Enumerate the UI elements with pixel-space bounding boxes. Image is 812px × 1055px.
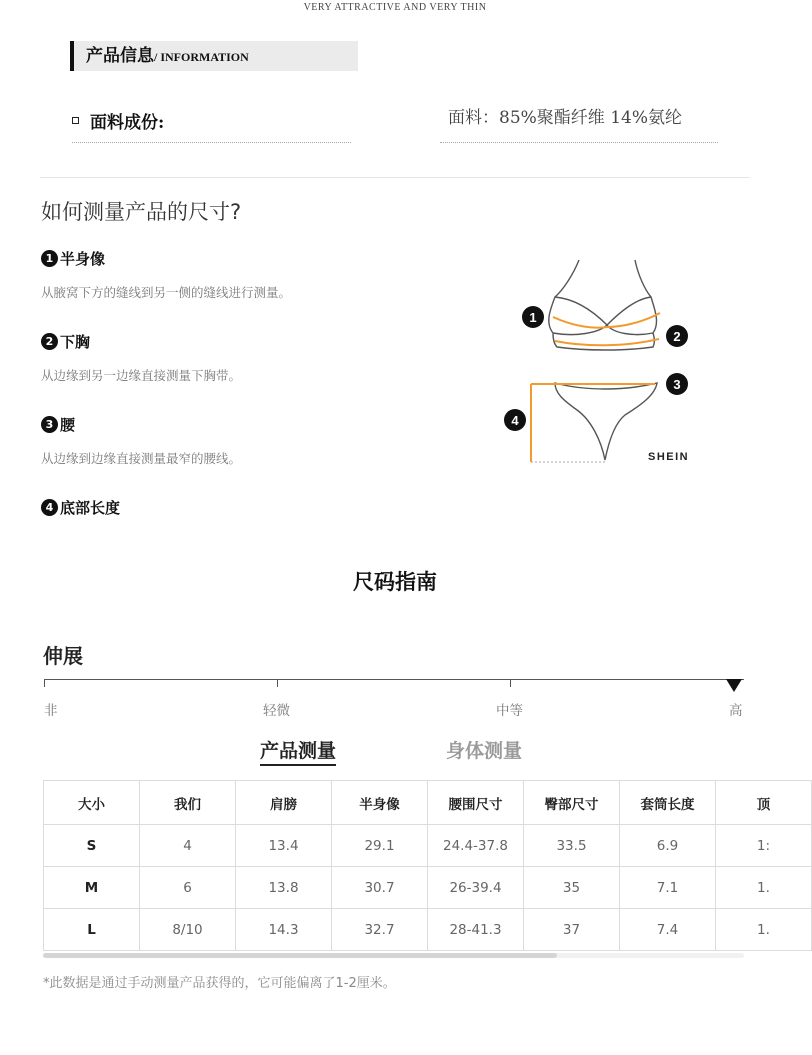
table-cell: 1. xyxy=(716,909,812,951)
strap-left xyxy=(555,260,579,297)
cup-left xyxy=(549,297,607,335)
underband xyxy=(553,333,655,350)
tagline: VERY ATTRACTIVE AND VERY THIN xyxy=(303,2,487,13)
table-cell: 6 xyxy=(140,867,236,909)
size-table-container[interactable] xyxy=(43,780,771,952)
stretch-level-none: 非 xyxy=(44,703,58,719)
fabric-value: 面料：85%聚酯纤维 14%氨纶 xyxy=(448,108,682,128)
scale-tick xyxy=(277,679,278,687)
table-cell: 6.9 xyxy=(620,825,716,867)
footnote: *此数据是通过手动测量产品获得的，它可能偏离了1-2厘米。 xyxy=(43,976,396,991)
table-cell: 1: xyxy=(716,825,812,867)
table-cell: 7.4 xyxy=(620,909,716,951)
table-cell: 13.4 xyxy=(236,825,332,867)
stretch-level-high: 高 xyxy=(729,703,743,719)
table-cell: M xyxy=(44,867,140,909)
measure-item-title xyxy=(41,414,75,435)
table-cell: 33.5 xyxy=(524,825,620,867)
table-cell: 13.8 xyxy=(236,867,332,909)
measure-item-label: 底部长度 xyxy=(60,499,121,517)
number-badge: 4 xyxy=(41,499,58,516)
underbust-line xyxy=(555,339,659,345)
stretch-scale xyxy=(44,679,744,680)
section-divider xyxy=(40,177,750,178)
measure-item-label: 腰 xyxy=(60,416,76,434)
table-cell: 1. xyxy=(716,867,812,909)
svg-text:4: 4 xyxy=(511,413,519,428)
measure-item-desc: 从腋窝下方的缝线到另一侧的缝线进行测量。 xyxy=(41,285,292,300)
column-header: 肩膀 xyxy=(236,781,332,825)
table-cell: 29.1 xyxy=(332,825,428,867)
scale-tick xyxy=(510,679,511,687)
measure-heading: 如何测量产品的尺寸? xyxy=(41,200,242,224)
table-header-row xyxy=(44,781,812,825)
column-header: 大小 xyxy=(44,781,140,825)
fabric-label: 面料成份: xyxy=(90,113,165,133)
stretch-title: 伸展 xyxy=(43,644,83,668)
table-cell: 7.1 xyxy=(620,867,716,909)
stretch-level-slight: 轻微 xyxy=(263,703,290,719)
stretch-marker-icon xyxy=(726,679,742,692)
info-title-en: / INFORMATION xyxy=(154,50,249,64)
number-badge: 3 xyxy=(41,416,58,433)
table-cell: 30.7 xyxy=(332,867,428,909)
stretch-level-medium: 中等 xyxy=(496,703,523,719)
divider xyxy=(72,142,351,143)
column-header: 我们 xyxy=(140,781,236,825)
table-cell: 37 xyxy=(524,909,620,951)
svg-text:2: 2 xyxy=(673,329,681,344)
strap-right xyxy=(635,260,651,297)
table-cell: S xyxy=(44,825,140,867)
square-bullet-icon xyxy=(72,117,79,124)
column-header: 臀部尺寸 xyxy=(524,781,620,825)
divider xyxy=(440,142,718,143)
table-cell: 8/10 xyxy=(140,909,236,951)
number-badge: 2 xyxy=(41,333,58,350)
size-guide-title: 尺码指南 xyxy=(353,570,437,594)
number-badge: 1 xyxy=(41,250,58,267)
size-table xyxy=(43,780,812,951)
svg-text:3: 3 xyxy=(673,377,681,392)
cup-right xyxy=(607,297,657,335)
tab-body-measurement[interactable]: 身体测量 xyxy=(446,740,523,762)
table-cell: 4 xyxy=(140,825,236,867)
measure-item-desc: 从边缘到边缘直接测量最窄的腰线。 xyxy=(41,451,242,466)
horizontal-scrollbar-thumb[interactable] xyxy=(43,953,557,958)
table-row xyxy=(44,867,812,909)
table-cell: L xyxy=(44,909,140,951)
table-row xyxy=(44,825,812,867)
column-header: 套筒长度 xyxy=(620,781,716,825)
measure-item-label: 下胸 xyxy=(60,333,91,351)
measure-item-title xyxy=(41,497,120,518)
table-cell: 24.4-37.8 xyxy=(428,825,524,867)
table-cell: 35 xyxy=(524,867,620,909)
table-cell: 28-41.3 xyxy=(428,909,524,951)
measure-item-title xyxy=(41,248,105,269)
table-cell: 14.3 xyxy=(236,909,332,951)
table-cell: 26-39.4 xyxy=(428,867,524,909)
scale-tick xyxy=(44,679,45,687)
table-row xyxy=(44,909,812,951)
bottom-outline xyxy=(555,383,657,460)
measure-item-desc: 从边缘到另一边缘直接测量下胸带。 xyxy=(41,368,242,383)
tab-product-measurement[interactable]: 产品测量 xyxy=(260,736,336,766)
svg-text:1: 1 xyxy=(529,310,537,325)
info-section-header xyxy=(70,41,358,71)
table-cell: 32.7 xyxy=(332,909,428,951)
bikini-measurement-diagram xyxy=(495,255,710,470)
measure-item-title xyxy=(41,331,90,352)
column-header: 顶 xyxy=(716,781,812,825)
measure-item-label: 半身像 xyxy=(60,250,106,268)
column-header: 腰围尺寸 xyxy=(428,781,524,825)
brand-logo: SHEIN xyxy=(648,451,690,463)
fabric-label-row xyxy=(72,108,164,133)
column-header: 半身像 xyxy=(332,781,428,825)
info-title-cn: 产品信息 xyxy=(86,46,154,66)
